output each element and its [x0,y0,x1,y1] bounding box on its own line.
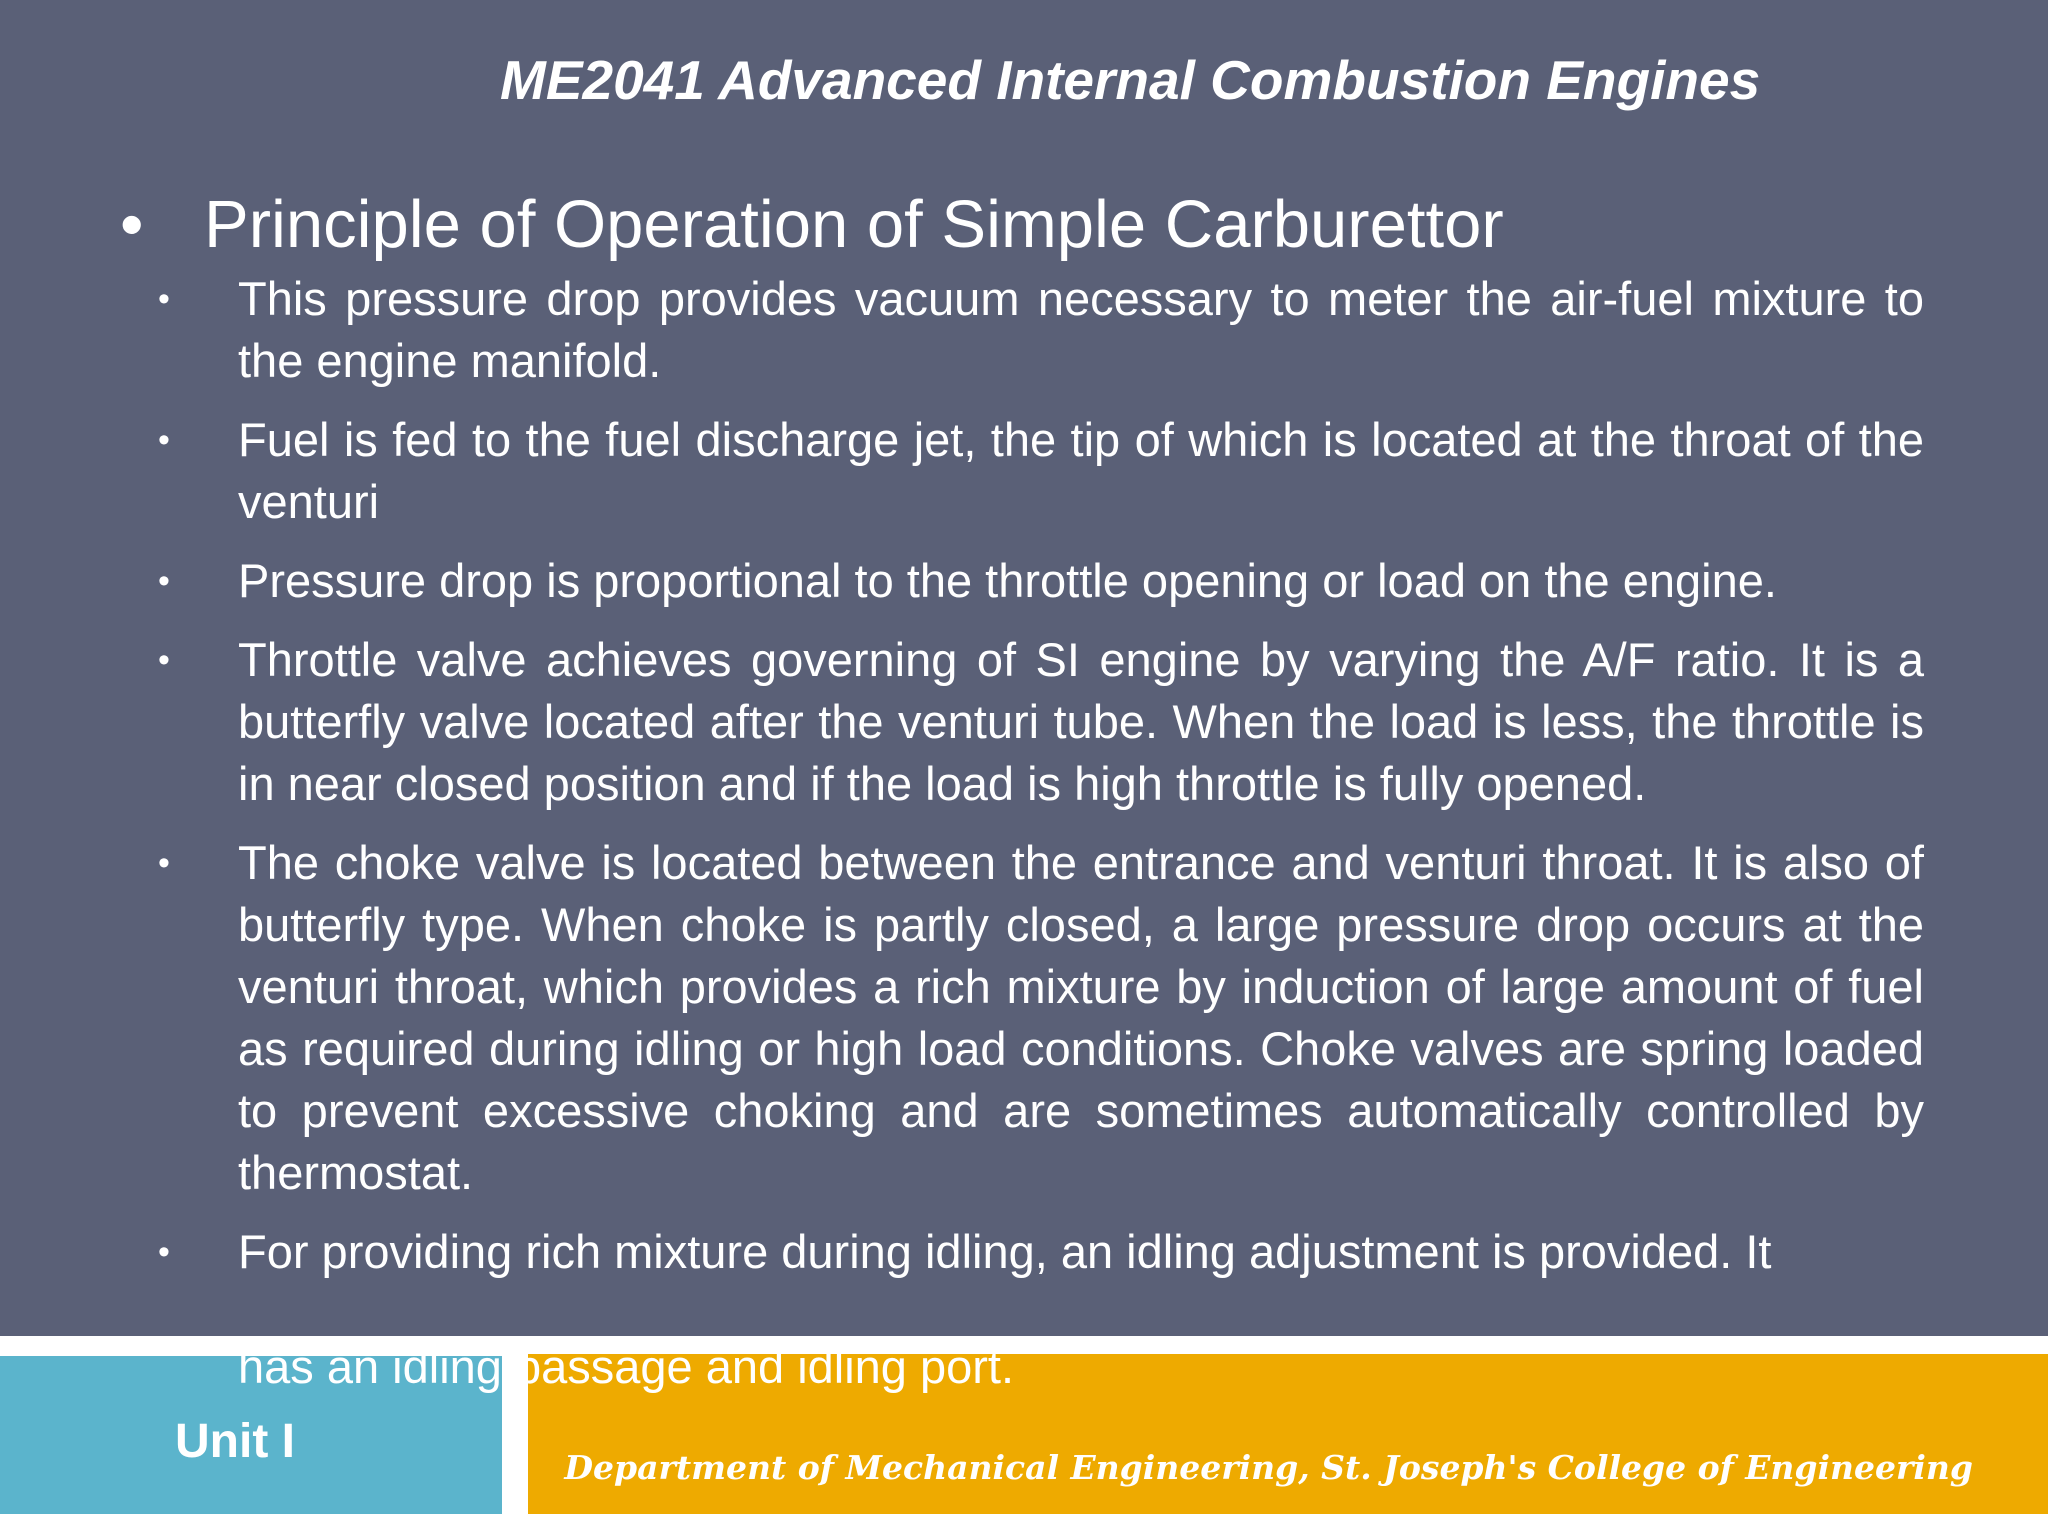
list-item [158,1221,1924,1283]
bullet-marker: • [158,844,170,882]
course-title: ME2041 Advanced Internal Combustion Engines [500,49,1761,111]
heading-text: Principle of Operation of Simple Carburettor [204,187,1504,262]
bullet-marker: • [120,187,144,262]
list-item [158,409,1924,533]
bullet-marker: • [158,421,170,459]
department-label: Department of Mechanical Engineering, St. Joseph's College of Engineering [564,1448,1973,1487]
bullet-text: For providing rich mixture during idling, an idling adjustment is provided. It [238,1225,1772,1278]
bullet-text: The choke valve is located between the entrance and venturi throat. It is also of butterfly type. When choke is partly closed, a large pressure drop occurs at the venturi throat, which provides a rich mixture by induction of large amount of fuel as required during idling or high load conditions. Choke valves are spring loaded to prevent excessive choking and are sometimes automatically controlled by thermostat. [238,836,1924,1199]
bullet-text: Pressure drop is proportional to the throttle opening or load on the engine. [238,554,1777,607]
bullet-text: This pressure drop provides vacuum necessary to meter the air-fuel mixture to the engine manifold. [238,272,1924,387]
bottom-strip [0,1514,2048,1536]
list-item [158,550,1924,612]
list-item [158,832,1924,1204]
bullet-text: Throttle valve achieves governing of SI engine by varying the A/F ratio. It is a butterfly valve located after the venturi tube. When the load is less, the throttle is in near closed position and if the load is high throttle is fully opened. [238,633,1924,810]
bullet-text: Fuel is fed to the fuel discharge jet, the tip of which is located at the throat of the venturi [238,413,1924,528]
bullet-marker: • [158,641,170,679]
bullet-marker: • [158,562,170,600]
bullet-marker: • [158,1233,170,1271]
list-item [158,268,1924,392]
slide-heading [120,186,1504,263]
bullet-marker: • [158,280,170,318]
overflow-text: has an idling passage and idling port. [238,1340,1015,1393]
list-item [158,629,1924,815]
unit-label: Unit I [175,1415,295,1468]
bullet-list [158,268,1924,1300]
